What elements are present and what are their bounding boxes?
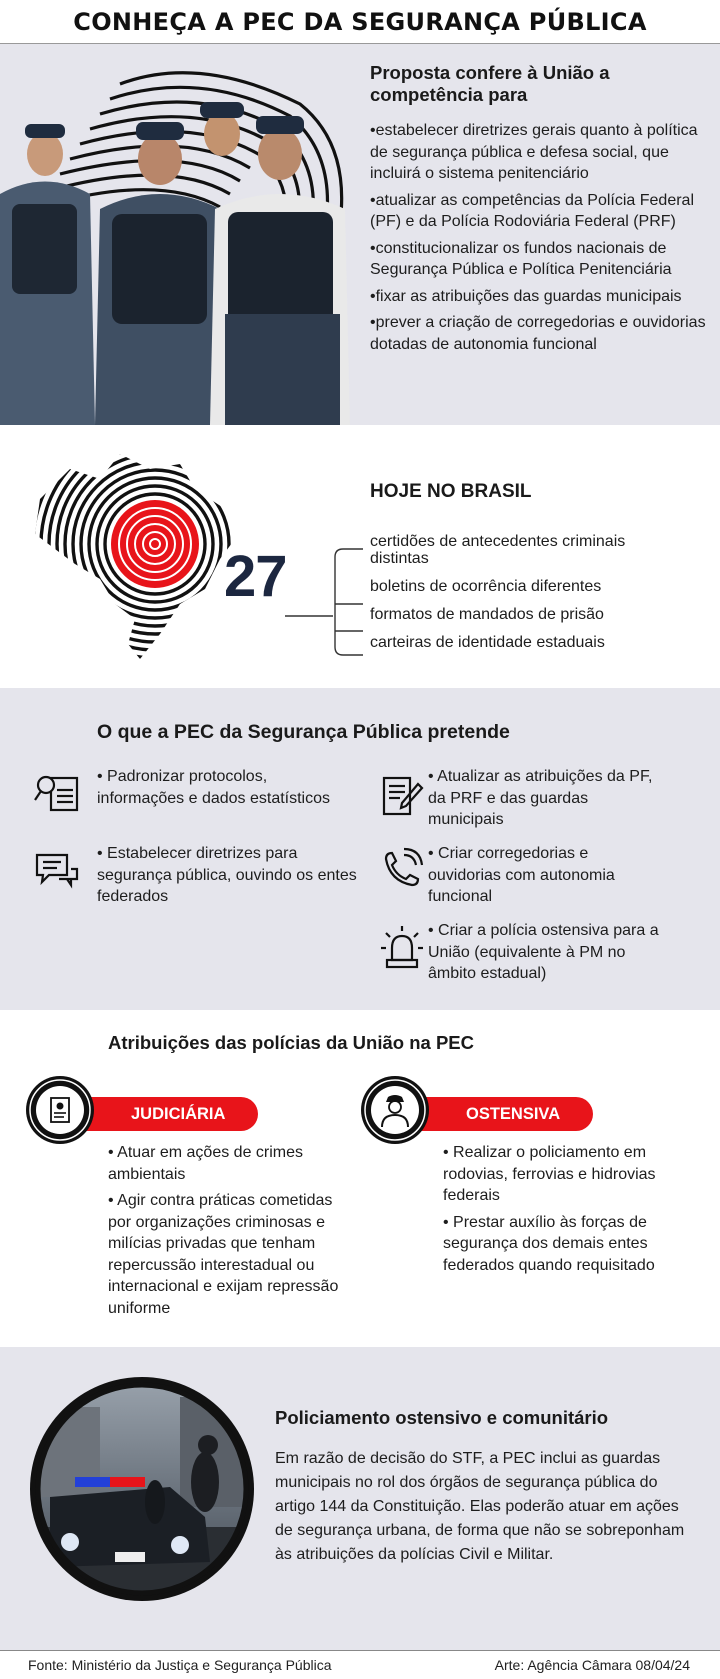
source-credit: Fonte: Ministério da Justiça e Segurança Pública — [28, 1657, 332, 1673]
list-item: formatos de mandados de prisão — [370, 606, 604, 623]
judiciaria-badge — [25, 1075, 265, 1145]
atribuicoes-section — [0, 1010, 720, 1347]
phone-icon — [380, 847, 430, 897]
list-item: • Agir contra práticas cometidas por organizações criminosas e milícias privadas que tenham repercussão interestadual ou internacional e exijam repressão uniforme — [108, 1190, 348, 1319]
ostensiva-list — [443, 1142, 683, 1281]
list-item: • constitucionalizar os fundos nacionais de Segurança Pública e Política Penitenciária — [370, 238, 710, 281]
footer — [0, 1650, 720, 1679]
list-item: • Atuar em ações de crimes ambientais — [108, 1142, 348, 1185]
pretende-item-text: • Criar a polícia ostensiva para a União (equivalente à PM no âmbito estadual) — [428, 922, 659, 982]
pretende-item-text: • Estabelecer diretrizes para segurança pública, ouvindo os entes federados — [97, 845, 357, 905]
pretende-section — [0, 688, 720, 1010]
list-item: • estabelecer diretrizes gerais quanto à política de segurança pública e defesa social, que incluirá o sistema penitenciário — [370, 120, 710, 185]
judiciaria-pill — [73, 1097, 258, 1131]
list-item: • atualizar as competências da Polícia Federal (PF) e da Polícia Rodoviária Federal (PRF) — [370, 190, 710, 233]
ostensiva-badge — [360, 1075, 600, 1145]
count-number: 27 — [224, 544, 287, 609]
siren-icon — [380, 924, 430, 974]
ostensiva-label: OSTENSIVA — [466, 1105, 561, 1123]
list-item: certidões de antecedentes criminais distintas — [370, 533, 626, 567]
pretende-item-text: • Padronizar protocolos, informações e dados estatísticos — [97, 768, 331, 807]
pretende-title: O que a PEC da Segurança Pública pretende — [97, 721, 510, 743]
proposta-text — [370, 62, 710, 360]
brazil-map-icon — [20, 439, 245, 664]
policiamento-text: Em razão de decisão do STF, a PEC inclui as guardas municipais no rol dos órgãos de segurança pública do artigo 144 da Constituição. Elas poderão atuar em ações de segurança urbana, de forma que não se sobreponham às atribuições da polícias Civil e Militar. — [275, 1450, 685, 1563]
hoje-title: HOJE NO BRASIL — [370, 481, 532, 502]
pretende-item-text: • Criar corregedorias e ouvidorias com autonomia funcional — [428, 845, 615, 905]
list-item: • Realizar o policiamento em rodovias, ferrovias e hidrovias federais — [443, 1142, 683, 1207]
proposta-title: Proposta confere à União a competência para — [370, 62, 610, 105]
chat-bubbles-icon — [33, 847, 83, 897]
judiciaria-list — [108, 1142, 348, 1324]
list-item: carteiras de identidade estaduais — [370, 634, 605, 651]
search-document-icon — [33, 770, 83, 820]
judiciaria-document-icon — [25, 1075, 95, 1145]
hoje-section — [0, 425, 720, 688]
proposta-section — [0, 44, 720, 425]
police-officers-illustration — [0, 44, 360, 425]
page-title: CONHEÇA A PEC DA SEGURANÇA PÚBLICA — [73, 8, 647, 36]
police-officer-icon — [360, 1075, 430, 1145]
judiciaria-label: JUDICIÁRIA — [131, 1105, 226, 1123]
bracket-connector — [285, 543, 375, 663]
header — [0, 0, 720, 44]
list-item: • Prestar auxílio às forças de segurança dos demais entes federados quando requisitado — [443, 1212, 683, 1277]
police-car-photo — [30, 1377, 255, 1602]
atribuicoes-title: Atribuições das polícias da União na PEC — [108, 1032, 474, 1053]
list-item: boletins de ocorrência diferentes — [370, 578, 602, 595]
ostensiva-pill — [408, 1097, 593, 1131]
pretende-item-text: • Atualizar as atribuições da PF, da PRF e das guardas municipais — [428, 768, 653, 828]
art-credit: Arte: Agência Câmara 08/04/24 — [494, 1657, 690, 1673]
policiamento-section — [0, 1347, 720, 1650]
policiamento-title: Policiamento ostensivo e comunitário — [275, 1407, 609, 1428]
proposta-list — [370, 120, 710, 355]
list-item: • prever a criação de corregedorias e ouvidorias dotadas de autonomia funcional — [370, 312, 710, 355]
list-item: • fixar as atribuições das guardas municipais — [370, 286, 710, 308]
document-edit-icon — [380, 770, 430, 820]
